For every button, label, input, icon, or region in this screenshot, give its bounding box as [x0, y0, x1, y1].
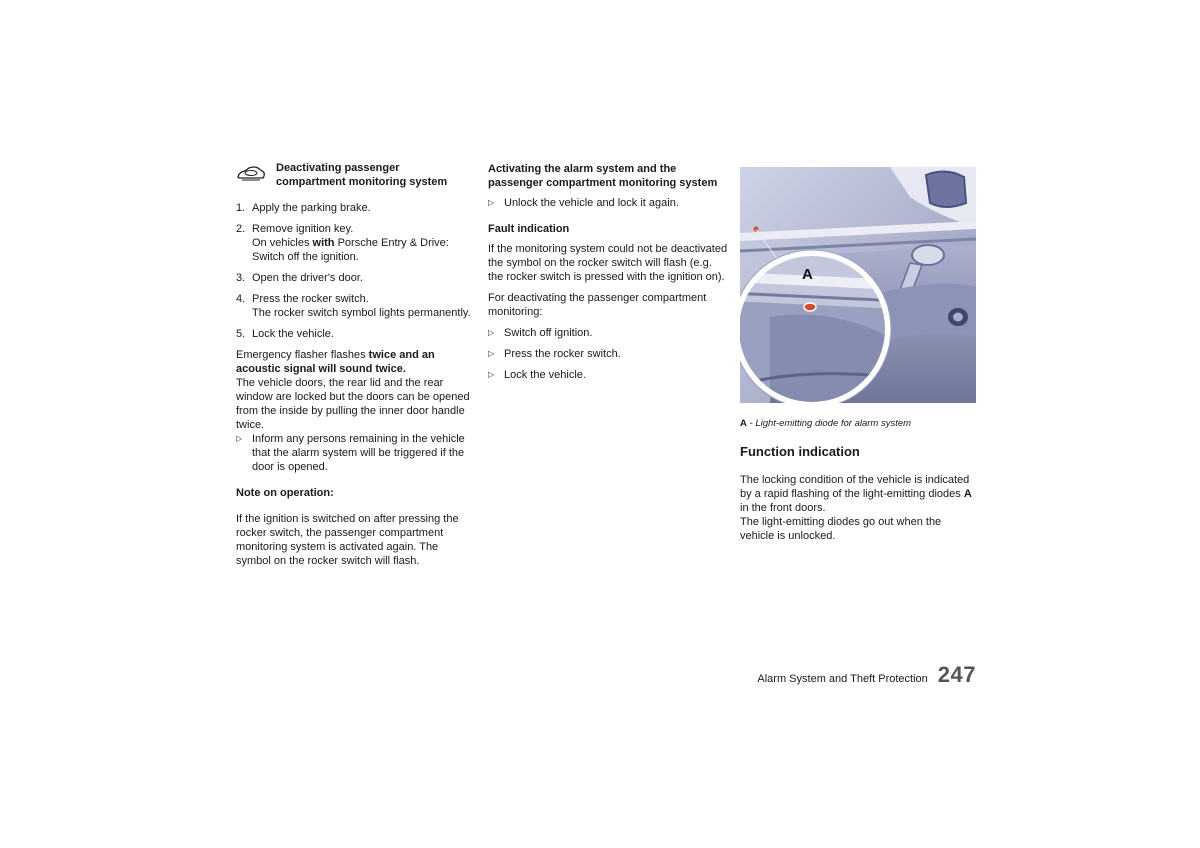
list-item — [236, 432, 474, 474]
list-item — [488, 196, 728, 210]
page-footer — [757, 662, 976, 688]
column-left — [236, 160, 474, 568]
step-subtext-post: Porsche Entry & Drive: Switch off the ignition. — [252, 237, 449, 263]
heading-deactivating: Deactivating passenger compartment monitoring system — [276, 162, 448, 188]
step-number: 1. — [236, 202, 246, 214]
list-item — [488, 347, 728, 361]
unlock-text: Unlock the vehicle and lock it again. — [504, 197, 679, 209]
caption-text: - Light-emitting diode for alarm system — [746, 418, 912, 429]
column-middle — [488, 160, 728, 389]
step-text: Apply the parking brake. — [252, 202, 371, 214]
triangle-bullet-icon: ▷ — [488, 370, 495, 379]
emergency-paragraph — [236, 348, 474, 376]
step-subtext-bold: with — [312, 237, 335, 249]
for-deactivating-paragraph: For deactivating the passenger compartment monitoring: — [488, 292, 707, 318]
action-text: Press the rocker switch. — [504, 348, 621, 360]
step-subtext-pre: On vehicles — [252, 237, 313, 249]
actions-list — [488, 326, 728, 382]
list-item — [236, 292, 474, 320]
note-heading: Note on operation: — [236, 487, 334, 499]
action-text: Lock the vehicle. — [504, 369, 586, 381]
step-text — [252, 292, 471, 320]
step-line: The rocker switch symbol lights permanently. — [252, 307, 471, 319]
emergency-bold-text: twice and an acoustic signal will sound twice. — [236, 349, 435, 375]
unlocked-paragraph: The light-emitting diodes go out when the vehicle is unlocked. — [740, 516, 942, 542]
fault-paragraph: If the monitoring system could not be deactivated the symbol on the rocker switch will flash (e.g. the rocker switch is pressed with the ignition on). — [488, 243, 728, 283]
step-number: 3. — [236, 272, 246, 284]
emergency-text: Emergency flasher flashes — [236, 349, 369, 361]
list-item — [236, 201, 474, 215]
list-item — [236, 327, 474, 341]
action-text: Switch off ignition. — [504, 327, 593, 339]
step-text: Open the driver's door. — [252, 272, 363, 284]
heading-function-indication: Function indication — [740, 444, 860, 459]
heading-activating: Activating the alarm system and the passenger compartment monitoring system — [488, 163, 718, 189]
function-text: The locking condition of the vehicle is indicated by a rapid flashing of the light-emitting diodes — [740, 474, 970, 500]
section-heading-deactivating — [236, 160, 474, 189]
caption-label: A — [740, 418, 747, 429]
list-item — [236, 222, 474, 264]
unlock-list — [488, 196, 728, 210]
car-monitoring-icon — [236, 164, 266, 184]
step-number: 5. — [236, 328, 246, 340]
footer-title: Alarm System and Theft Protection — [757, 673, 928, 685]
inform-list — [236, 432, 474, 474]
column-right — [740, 160, 978, 543]
page-number: 247 — [937, 662, 976, 687]
function-paragraph — [740, 473, 978, 515]
door-illustration — [740, 167, 976, 403]
step-text: Lock the vehicle. — [252, 328, 334, 340]
doors-paragraph: The vehicle doors, the rear lid and the rear window are locked but the doors can be opened from the inside by pulling the inner door handle twice. — [236, 377, 470, 431]
inform-text: Inform any persons remaining in the vehicle that the alarm system will be triggered if the door is opened. — [252, 433, 465, 473]
heading-fault: Fault indication — [488, 223, 570, 235]
step-text — [252, 222, 474, 264]
triangle-bullet-icon: ▷ — [488, 198, 495, 207]
door-illustration-svg — [740, 167, 976, 403]
function-text-post: in the front doors. — [740, 502, 826, 514]
steps-list — [236, 201, 474, 341]
list-item — [488, 326, 728, 340]
triangle-bullet-icon: ▷ — [236, 434, 243, 443]
figure-label: A — [802, 266, 813, 283]
list-item — [488, 368, 728, 382]
note-paragraph: If the ignition is switched on after pressing the rocker switch, the passenger compartment monitoring system is activated again. The symbol on the rocker switch will flash. — [236, 513, 459, 567]
triangle-bullet-icon: ▷ — [488, 328, 495, 337]
figure-caption — [740, 417, 978, 431]
step-line: Press the rocker switch. — [252, 293, 369, 305]
list-item — [236, 271, 474, 285]
function-bold: A — [963, 488, 972, 500]
step-number: 4. — [236, 293, 246, 305]
triangle-bullet-icon: ▷ — [488, 349, 495, 358]
step-line: Remove ignition key. — [252, 223, 354, 235]
step-number: 2. — [236, 223, 246, 235]
